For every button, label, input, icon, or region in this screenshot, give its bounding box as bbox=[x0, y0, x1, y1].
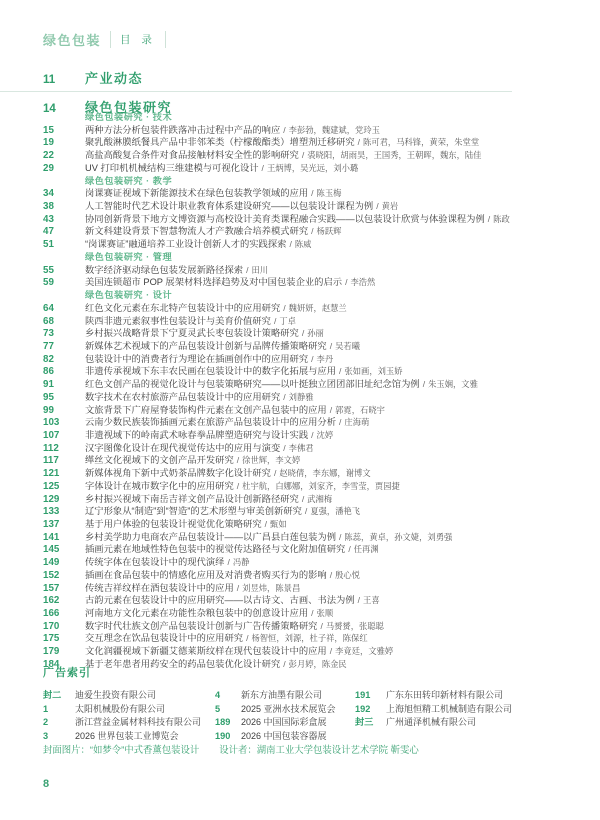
toc-item-title: 协同创新背景下地方文博资源与高校设计美育类课程融合实践——以包装设计欣赏与体验课程为例 bbox=[85, 213, 485, 224]
toc-item-separator: / bbox=[311, 353, 314, 364]
toc-item-separator: / bbox=[487, 213, 491, 224]
toc-item-title: 字体设计在城市数字化中的应用研究 bbox=[85, 480, 234, 491]
ad-company-name: 上海旭恒精工机械制造有限公司 bbox=[386, 703, 513, 714]
toc-item bbox=[43, 149, 594, 162]
toc-item-page-number: 175 bbox=[43, 633, 60, 645]
toc-item bbox=[43, 365, 594, 378]
toc-item-page-number: 149 bbox=[43, 557, 60, 569]
ad-index-column bbox=[43, 689, 215, 744]
toc-item-title: 两种方法分析包装件跌落冲击过程中产品的响应 bbox=[85, 124, 281, 135]
toc-item-authors: 赵晓倩，李东娜，谢博文 bbox=[279, 468, 371, 479]
toc-item-separator: / bbox=[301, 493, 305, 504]
section-title: 绿色包装研究 bbox=[85, 100, 173, 115]
toc-item-title: 交互理念在饮品包装设计中的应用研究 bbox=[85, 633, 244, 644]
toc-item-authors: 王喜 bbox=[363, 595, 380, 606]
toc-item-page-number: 22 bbox=[43, 150, 54, 162]
page-header bbox=[43, 30, 175, 49]
toc-item-page-number: 152 bbox=[43, 569, 60, 581]
ad-index-row bbox=[43, 716, 215, 730]
toc-item-title: 文化润疆视域下新疆艾德莱斯纹样在现代包装设计中的应用 bbox=[85, 646, 327, 657]
toc-item-page-number: 55 bbox=[43, 264, 54, 276]
toc-item-title: 文旅背景下广府屋脊装饰构件元素在文创产品包装中的应用 bbox=[85, 404, 327, 415]
toc-item-separator: / bbox=[236, 455, 240, 466]
toc-item-title: 传统吉祥纹样在酒包装设计中的应用 bbox=[85, 582, 234, 593]
toc-item-authors: 沈婷 bbox=[316, 429, 334, 440]
toc-item-separator: / bbox=[246, 264, 249, 275]
toc-item-page-number: 34 bbox=[43, 188, 54, 200]
toc-item bbox=[43, 429, 594, 442]
table-of-contents bbox=[43, 111, 594, 671]
ad-index-row bbox=[43, 689, 215, 703]
toc-item-authors: 李彭勃，魏建斌，党玲玉 bbox=[288, 124, 380, 135]
toc-subsection-label: 绿色包装研究 · 管理 bbox=[85, 251, 173, 262]
toc-item-title: 非遗传承视域下东丰农民画在包装设计中的数字化拓展与应用 bbox=[85, 366, 337, 377]
ad-page-number: 封二 bbox=[43, 690, 62, 700]
toc-item-separator: / bbox=[311, 188, 314, 199]
toc-item-title: 乡村振兴战略背景下宁夏灵武长枣包装设计策略研究 bbox=[85, 328, 299, 339]
toc-item-title: 插画在食品包装中的情感化应用及对消费者购买行为的影响 bbox=[85, 569, 327, 580]
toc-item bbox=[43, 276, 594, 289]
toc-item-page-number: 73 bbox=[43, 328, 54, 340]
toc-item-page-number: 129 bbox=[43, 493, 60, 505]
toc-item-title: 红色文创产品的视觉化设计与包装策略研究——以叶挺独立团团部旧址纪念馆为例 bbox=[85, 379, 420, 390]
toc-item-separator: / bbox=[264, 519, 268, 529]
toc-item-page-number: 121 bbox=[43, 468, 60, 480]
toc-item-authors: 彭月婷，陈金民 bbox=[288, 658, 347, 669]
toc-item-authors: 陈玉梅 bbox=[316, 188, 342, 199]
ad-page-number: 封三 bbox=[355, 717, 374, 728]
toc-item-title: 辽宁形象从“制造”到“智造”的艺术形塑与审美创新研究 bbox=[85, 506, 302, 517]
toc-item-title: 人工智能时代艺术设计职业教育体系建设研究——以包装设计课程为例 bbox=[85, 201, 374, 212]
ad-index-heading: 广告索引 bbox=[43, 667, 91, 679]
toc-item-page-number: 19 bbox=[43, 137, 54, 149]
toc-item-authors: 杨智恒，刘源，杜子祥，陈保红 bbox=[251, 633, 368, 644]
toc-item-page-number: 95 bbox=[43, 391, 54, 403]
toc-item-page-number: 179 bbox=[43, 646, 60, 658]
toc-item-separator: / bbox=[311, 429, 314, 440]
section-page-number: 14 bbox=[43, 103, 56, 115]
toc-item-separator: / bbox=[283, 391, 286, 402]
toc-item-page-number: 59 bbox=[43, 277, 54, 289]
toc-item bbox=[43, 556, 594, 569]
toc-item-separator: / bbox=[304, 506, 308, 517]
toc-item bbox=[43, 162, 594, 175]
toc-item-authors: 张如画，刘玉娇 bbox=[344, 366, 403, 377]
toc-item-title: “岗课赛证”融通培养工业设计创新人才的实践探索 bbox=[85, 239, 287, 250]
toc-item bbox=[43, 404, 594, 417]
toc-item-title: 美国连锁超市 POP 展架材料选择趋势及对中国包装企业的启示 bbox=[85, 277, 343, 288]
toc-item-separator: / bbox=[273, 315, 277, 326]
toc-item-separator: / bbox=[348, 544, 351, 555]
folio-page-number: 8 bbox=[43, 778, 50, 790]
toc-item-title: 红色文化元素在东北特产包装设计中的应用研究 bbox=[85, 302, 281, 313]
toc-item-separator: / bbox=[227, 557, 230, 568]
toc-item-title: 乡村振兴视域下南岳吉祥文创产品设计创新路径研究 bbox=[85, 493, 299, 504]
toc-item-separator: / bbox=[283, 124, 286, 135]
toc-item-page-number: 68 bbox=[43, 315, 54, 327]
toc-item bbox=[43, 225, 594, 238]
toc-item-authors: 丁卓 bbox=[279, 315, 296, 326]
ad-index-section bbox=[43, 664, 594, 744]
toc-subsection-label: 绿色包装研究 · 技术 bbox=[85, 112, 173, 122]
toc-item-authors: 陈威 bbox=[294, 239, 312, 250]
toc-item-page-number: 125 bbox=[43, 480, 60, 492]
toc-item-separator: / bbox=[320, 620, 323, 631]
toc-item-separator: / bbox=[339, 366, 342, 377]
toc-item bbox=[43, 480, 594, 493]
toc-item-page-number: 117 bbox=[43, 455, 59, 467]
ad-company-name: 新东方油墨有限公司 bbox=[241, 690, 323, 700]
toc-item-title: 新媒体艺术视域下的产品包装设计创新与品牌传播策略研究 bbox=[85, 340, 327, 351]
toc-item-authors: 庄海萌 bbox=[344, 417, 370, 428]
toc-item-separator: / bbox=[283, 658, 286, 669]
toc-item-page-number: 43 bbox=[43, 213, 54, 225]
ad-company-name: 太阳机械股份有限公司 bbox=[75, 703, 166, 714]
toc-item-authors: 马赟赟，张聪聪 bbox=[325, 620, 384, 631]
toc-item-page-number: 82 bbox=[43, 353, 54, 365]
cover-designer: 设计者：湖南工业大学包装设计艺术学院 靳雯心 bbox=[219, 744, 419, 755]
toc-item-authors: 李丹 bbox=[316, 353, 334, 364]
toc-item-separator: / bbox=[357, 137, 361, 148]
toc-item-authors: 陈可君，马科锋，黄荣，朱堂堂 bbox=[363, 137, 480, 148]
toc-item-title: 岗课赛证视域下新能源技术在绿色包装教学领域的应用 bbox=[85, 188, 309, 199]
toc-item bbox=[43, 620, 594, 633]
ad-company-name: 2026 中国包装容器展 bbox=[241, 731, 327, 742]
toc-item bbox=[43, 454, 594, 467]
toc-item-title: 汉字图像化设计在现代视觉传达中的应用与演变 bbox=[85, 442, 281, 453]
toc-item-separator: / bbox=[329, 340, 333, 351]
toc-item-page-number: 170 bbox=[43, 620, 60, 632]
toc-item-page-number: 29 bbox=[43, 162, 54, 174]
toc-item-separator: / bbox=[329, 404, 333, 415]
toc-item-page-number: 145 bbox=[43, 544, 60, 556]
toc-item-title: 新文科建设背景下智慧物流人才产教融合培养模式研究 bbox=[85, 226, 309, 237]
toc-item-authors: 杜宇航，白娜娜，刘家齐，李雪莹，贾园捷 bbox=[242, 480, 400, 491]
toc-item-page-number: 184 bbox=[43, 658, 60, 670]
toc-item-separator: / bbox=[236, 480, 240, 491]
toc-item-separator: / bbox=[311, 608, 314, 619]
toc-item-authors: 武湘梅 bbox=[307, 493, 333, 504]
toc-item-separator: / bbox=[339, 531, 342, 542]
ad-company-name: 2025 亚洲水技术展览会 bbox=[241, 703, 336, 714]
ad-index-row bbox=[215, 689, 355, 703]
toc-item-authors: 夏强，潘艳飞 bbox=[310, 506, 361, 517]
toc-item bbox=[43, 315, 594, 328]
toc-item-separator: / bbox=[357, 595, 361, 606]
toc-item-page-number: 86 bbox=[43, 366, 54, 378]
section-title: 产业动态 bbox=[85, 71, 144, 86]
toc-item-separator: / bbox=[311, 226, 314, 237]
toc-item-separator: / bbox=[246, 633, 249, 644]
toc-item bbox=[43, 645, 594, 658]
toc-item-separator: / bbox=[261, 162, 264, 173]
toc-item-page-number: 137 bbox=[43, 519, 60, 530]
toc-item-separator: / bbox=[283, 442, 286, 453]
ad-page-number: 2 bbox=[43, 717, 49, 728]
ad-company-name: 浙江营益金属材料科技有限公司 bbox=[75, 717, 202, 728]
ad-page-number: 192 bbox=[355, 703, 371, 714]
section-page-number: 11 bbox=[43, 74, 56, 86]
toc-item-separator: / bbox=[301, 328, 305, 339]
toc-item-separator: / bbox=[289, 239, 292, 250]
toc-item-title: UV 打印机机械结构三维建模与可视化设计 bbox=[85, 162, 259, 173]
ad-page-number: 191 bbox=[355, 690, 371, 700]
ad-page-number: 4 bbox=[215, 690, 221, 700]
ad-company-name: 2026 世界包装工业博览会 bbox=[75, 731, 179, 742]
caption-gap bbox=[199, 742, 219, 756]
toc-item-page-number: 38 bbox=[43, 201, 54, 213]
toc-item-title: 插画元素在地域性特色包装中的视觉传达路径与文化附加值研究 bbox=[85, 544, 346, 555]
toc-item-authors: 李佛君 bbox=[288, 442, 314, 453]
toc-item bbox=[43, 543, 594, 556]
toc-item-page-number: 47 bbox=[43, 226, 54, 238]
toc-item-authors: 甄如 bbox=[270, 519, 287, 529]
toc-item-title: 数字经济驱动绿色包装发展新路径探索 bbox=[85, 264, 244, 275]
toc-item-separator: / bbox=[283, 302, 286, 313]
toc-item-page-number: 64 bbox=[43, 302, 54, 314]
toc-item bbox=[43, 187, 594, 200]
toc-item-separator: / bbox=[422, 379, 426, 390]
toc-item-page-number: 103 bbox=[43, 417, 60, 429]
toc-item-separator: / bbox=[301, 150, 305, 161]
toc-item bbox=[43, 594, 594, 607]
toc-item-title: 包装设计中的消费者行为理论在插画创作中的应用研究 bbox=[85, 353, 309, 364]
ad-page-number: 5 bbox=[215, 703, 221, 714]
toc-item bbox=[43, 582, 594, 595]
toc-item-title: 乡村美学助力电商农产品包装设计——以广昌县白莲包装为例 bbox=[85, 531, 337, 542]
toc-item-page-number: 15 bbox=[43, 124, 54, 136]
ad-index-row bbox=[215, 703, 355, 717]
toc-item-authors: 冯静 bbox=[232, 557, 250, 568]
toc-item bbox=[43, 340, 594, 353]
toc-item-authors: 朱玉娴，文雅 bbox=[428, 379, 478, 390]
toc-item-authors: 郭霓，石晓宇 bbox=[335, 404, 385, 415]
toc-item-authors: 王炳博，吴光远，刘小璐 bbox=[266, 162, 359, 173]
toc-item-separator: / bbox=[376, 201, 379, 212]
toc-item-page-number: 162 bbox=[43, 595, 60, 607]
toc-item-title: 非遗视域下的岭南武术咏春拳品牌塑造研究与设计实践 bbox=[85, 429, 309, 440]
toc-item bbox=[43, 353, 594, 366]
toc-item-authors: 陈政 bbox=[493, 213, 510, 224]
toc-item-title: 基于用户体验的包装设计视觉优化策略研究 bbox=[85, 519, 262, 529]
cover-caption-line bbox=[43, 742, 419, 756]
toc-item-authors: 魏妍妍，赵慧兰 bbox=[288, 302, 347, 313]
ad-index-row bbox=[215, 716, 355, 730]
toc-item-title: 高盐高酸复合条件对食品接触材料安全性的影响研究 bbox=[85, 150, 299, 161]
toc-item-title: 河南地方文化元素在功能性杂粮包装中的创意设计应用 bbox=[85, 608, 309, 619]
toc-subsection-heading bbox=[43, 289, 594, 302]
toc-item bbox=[43, 416, 594, 429]
toc-item-authors: 黄岩 bbox=[381, 201, 399, 212]
toc-item bbox=[43, 467, 594, 480]
toc-item bbox=[43, 391, 594, 404]
toc-item-authors: 刘昱炜，陈景昌 bbox=[242, 582, 301, 593]
toc-item bbox=[43, 378, 594, 391]
toc-item bbox=[43, 200, 594, 213]
ad-page-number: 190 bbox=[215, 731, 231, 742]
toc-item-page-number: 166 bbox=[43, 608, 60, 620]
toc-item-page-number: 157 bbox=[43, 582, 60, 594]
toc-item-title: 新媒体视角下新中式奶茶品牌数字化设计研究 bbox=[85, 468, 271, 479]
toc-item-authors: 陈蕊，黄卓，孙文婕，刘勇强 bbox=[344, 531, 453, 542]
toc-item-title: 缂丝文化视域下的文创产品开发研究 bbox=[85, 455, 234, 466]
toc-item-title: 聚乳酸淋膜纸餐具产品中非邻苯类（柠檬酸酯类）增塑剂迁移研究 bbox=[85, 137, 355, 148]
toc-item-page-number: 91 bbox=[43, 379, 54, 391]
ad-index-column bbox=[215, 689, 355, 744]
toc-item-page-number: 99 bbox=[43, 404, 54, 416]
toc-item-title: 云南少数民族装饰插画元素在旅游产品包装设计中的应用分析 bbox=[85, 417, 337, 428]
toc-item-separator: / bbox=[345, 277, 348, 288]
ad-index-row bbox=[43, 703, 215, 717]
toc-item bbox=[43, 302, 594, 315]
toc-item bbox=[43, 607, 594, 620]
toc-item bbox=[43, 238, 594, 251]
toc-item-title: 陕西非遗元素叙事性包装设计与美育价值研究 bbox=[85, 315, 271, 326]
toc-item bbox=[43, 632, 594, 645]
toc-item-authors: 张顺 bbox=[316, 608, 334, 619]
section-industry-news bbox=[43, 68, 143, 87]
ad-page-number: 189 bbox=[215, 717, 231, 728]
ad-index-column bbox=[355, 689, 512, 744]
toc-subsection-heading bbox=[43, 175, 594, 188]
toc-item-page-number: 107 bbox=[43, 429, 60, 441]
toc-item bbox=[43, 124, 594, 137]
toc-item-page-number: 112 bbox=[43, 442, 59, 454]
toc-item-authors: 吴若曦 bbox=[335, 340, 361, 351]
ad-company-name: 2026 中国国际彩盒展 bbox=[241, 717, 327, 728]
toc-item-title: 传统字体在包装设计中的现代演绎 bbox=[85, 557, 225, 568]
ad-company-name: 迪爱生投资有限公司 bbox=[75, 690, 157, 700]
toc-item bbox=[43, 213, 594, 226]
toc-item bbox=[43, 505, 594, 518]
toc-item-title: 古韵元素在包装设计中的应用研究——以古诗文、古画、书法为例 bbox=[85, 595, 355, 606]
toc-item bbox=[43, 569, 594, 582]
section-divider-line bbox=[0, 91, 512, 92]
toc-item bbox=[43, 327, 594, 340]
ad-index-row bbox=[355, 716, 512, 730]
toc-item-authors: 徐世辉，李文婷 bbox=[242, 455, 301, 466]
toc-item-separator: / bbox=[329, 646, 333, 657]
ad-page-number: 1 bbox=[43, 703, 49, 714]
toc-item-separator: / bbox=[273, 468, 277, 479]
toc-item-authors: 李浩然 bbox=[350, 277, 376, 288]
toc-item-authors: 孙丽 bbox=[307, 328, 324, 339]
toc-item-title: 基于老年患者用药安全的药品包装优化设计研究 bbox=[85, 658, 281, 669]
toc-item-title: 数字技术在农村旅游产品包装设计中的应用研究 bbox=[85, 391, 281, 402]
toc-subsection-heading bbox=[43, 111, 594, 124]
ad-page-number: 3 bbox=[43, 731, 49, 742]
magazine-logo: 绿色包装 bbox=[43, 33, 102, 48]
toc-item-authors: 刘静雅 bbox=[288, 391, 314, 402]
ad-index-row bbox=[355, 703, 512, 717]
ad-company-name: 广州通泽机械有限公司 bbox=[386, 717, 477, 728]
toc-item-authors: 裘晓阳，胡雨昊，王国秀，王朝晖，魏东，陆佳 bbox=[307, 150, 482, 161]
toc-item-authors: 李竟廷，文雅婷 bbox=[335, 646, 394, 657]
contents-label: 目 录 bbox=[120, 34, 156, 46]
toc-item-separator: / bbox=[236, 582, 240, 593]
toc-item-separator: / bbox=[339, 417, 342, 428]
toc-item-page-number: 141 bbox=[43, 531, 60, 543]
toc-item-title: 数字时代壮族文创产品包装设计创新与广告传播策略研究 bbox=[85, 620, 318, 631]
header-divider bbox=[165, 31, 166, 48]
toc-item-authors: 任再渊 bbox=[353, 544, 379, 555]
toc-item-authors: 杨跃辉 bbox=[316, 226, 342, 237]
toc-item-page-number: 77 bbox=[43, 340, 54, 352]
header-divider bbox=[110, 31, 111, 48]
toc-item bbox=[43, 531, 594, 544]
toc-item-page-number: 133 bbox=[43, 506, 60, 518]
toc-subsection-label: 绿色包装研究 · 教学 bbox=[85, 175, 173, 186]
ad-index-row bbox=[355, 689, 512, 703]
toc-item-separator: / bbox=[329, 569, 333, 580]
ad-company-name: 广东东田转印新材料有限公司 bbox=[386, 690, 504, 700]
toc-item bbox=[43, 493, 594, 506]
toc-item bbox=[43, 442, 594, 455]
ad-index-columns bbox=[43, 689, 594, 744]
toc-item bbox=[43, 264, 594, 277]
toc-item-authors: 田川 bbox=[251, 264, 269, 275]
toc-item bbox=[43, 518, 594, 531]
toc-subsection-label: 绿色包装研究 · 设计 bbox=[85, 290, 173, 301]
toc-item-authors: 殷心悦 bbox=[335, 569, 361, 580]
cover-image-caption: 封面图片：“如梦令”中式香薰包装设计 bbox=[43, 744, 200, 755]
toc-item bbox=[43, 136, 594, 149]
toc-subsection-heading bbox=[43, 251, 594, 264]
toc-item-page-number: 51 bbox=[43, 239, 54, 251]
